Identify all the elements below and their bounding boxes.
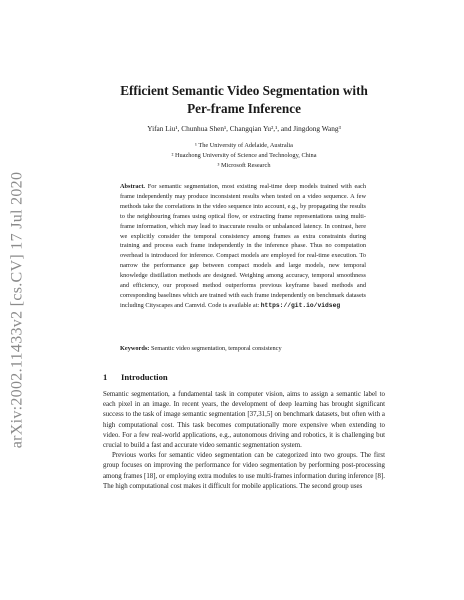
affiliation-1: ¹ The University of Adelaide, Australia: [195, 142, 293, 149]
affiliations: [103, 141, 385, 171]
keywords: [120, 344, 366, 353]
paragraph-1: Semantic segmentation, a fundamental task in computer vision, aims to assign a semantic label to each pixel in an image. In recent years, the development of deep learning has brought significant success to the task of image semantic segmentation [37,31,5] on benchmark datasets, but often with a high computational cost. This task becomes computationally more expensive when extending to video. For a few real-world applications, e.g., autonomous driving and robotics, it is challenging but crucial to build a fast and accurate video semantic segmentation system.: [103, 391, 385, 450]
section-heading: [103, 372, 385, 382]
affiliation-2: ² Huazhong University of Science and Technology, China: [171, 152, 317, 159]
keywords-label: Keywords:: [120, 345, 150, 352]
code-link[interactable]: https://git.io/vidseg: [260, 301, 341, 309]
title-line-1: Efficient Semantic Video Segmentation with: [120, 83, 368, 98]
keywords-text: Semantic video segmentation, temporal consistency: [150, 345, 282, 352]
title-line-2: Per-frame Inference: [187, 101, 301, 116]
body-text: [103, 390, 385, 492]
paper-title: [103, 82, 385, 118]
affiliation-3: ³ Microsoft Research: [217, 162, 271, 169]
section-title: Introduction: [121, 372, 168, 382]
paragraph-2: Previous works for semantic video segmentation can be categorized into two groups. The first group focuses on improving the performance for video segmentation by performing post-processing among frames [18], or employing extra modules to use multi-frames information during inference [8]. The high computational cost makes it difficult for mobile applications. The second group uses: [103, 452, 385, 490]
arxiv-stamp-container: [2, 100, 32, 520]
abstract: [120, 182, 366, 311]
abstract-text: For semantic segmentation, most existing real-time deep models trained with each frame independently may produce inconsistent results when tested on a video sequence. A few methods take the correlations in the video sequence into account, e.g., by propagating the results to the neighbouring frames using optical flow, or extracting frame representations using multi-frame information, which may lead to inaccurate results or unbalanced latency. In contrast, here we explicitly consider the temporal consistency among frames as extra constraints during training and process each frame independently in the inference phase. Thus no computation overhead is introduced for inference. Compact models are employed for real-time execution. To narrow the performance gap between compact models and large models, new temporal knowledge distillation methods are designed. Weighing among accuracy, temporal smoothness and efficiency, our proposed method outperforms previous keyframe based methods and corresponding baselines which are trained with each frame independently on benchmark datasets including Cityscapes and Camvid. Code is available at:: [120, 183, 366, 309]
section-number: 1: [103, 372, 108, 382]
author-list: Yifan Liu¹, Chunhua Shen¹, Changqian Yu²,¹, and Jingdong Wang³: [147, 124, 341, 133]
abstract-label: Abstract.: [120, 183, 146, 190]
arxiv-stamp: arXiv:2002.11433v2 [cs.CV] 17 Jul 2020: [8, 171, 26, 449]
